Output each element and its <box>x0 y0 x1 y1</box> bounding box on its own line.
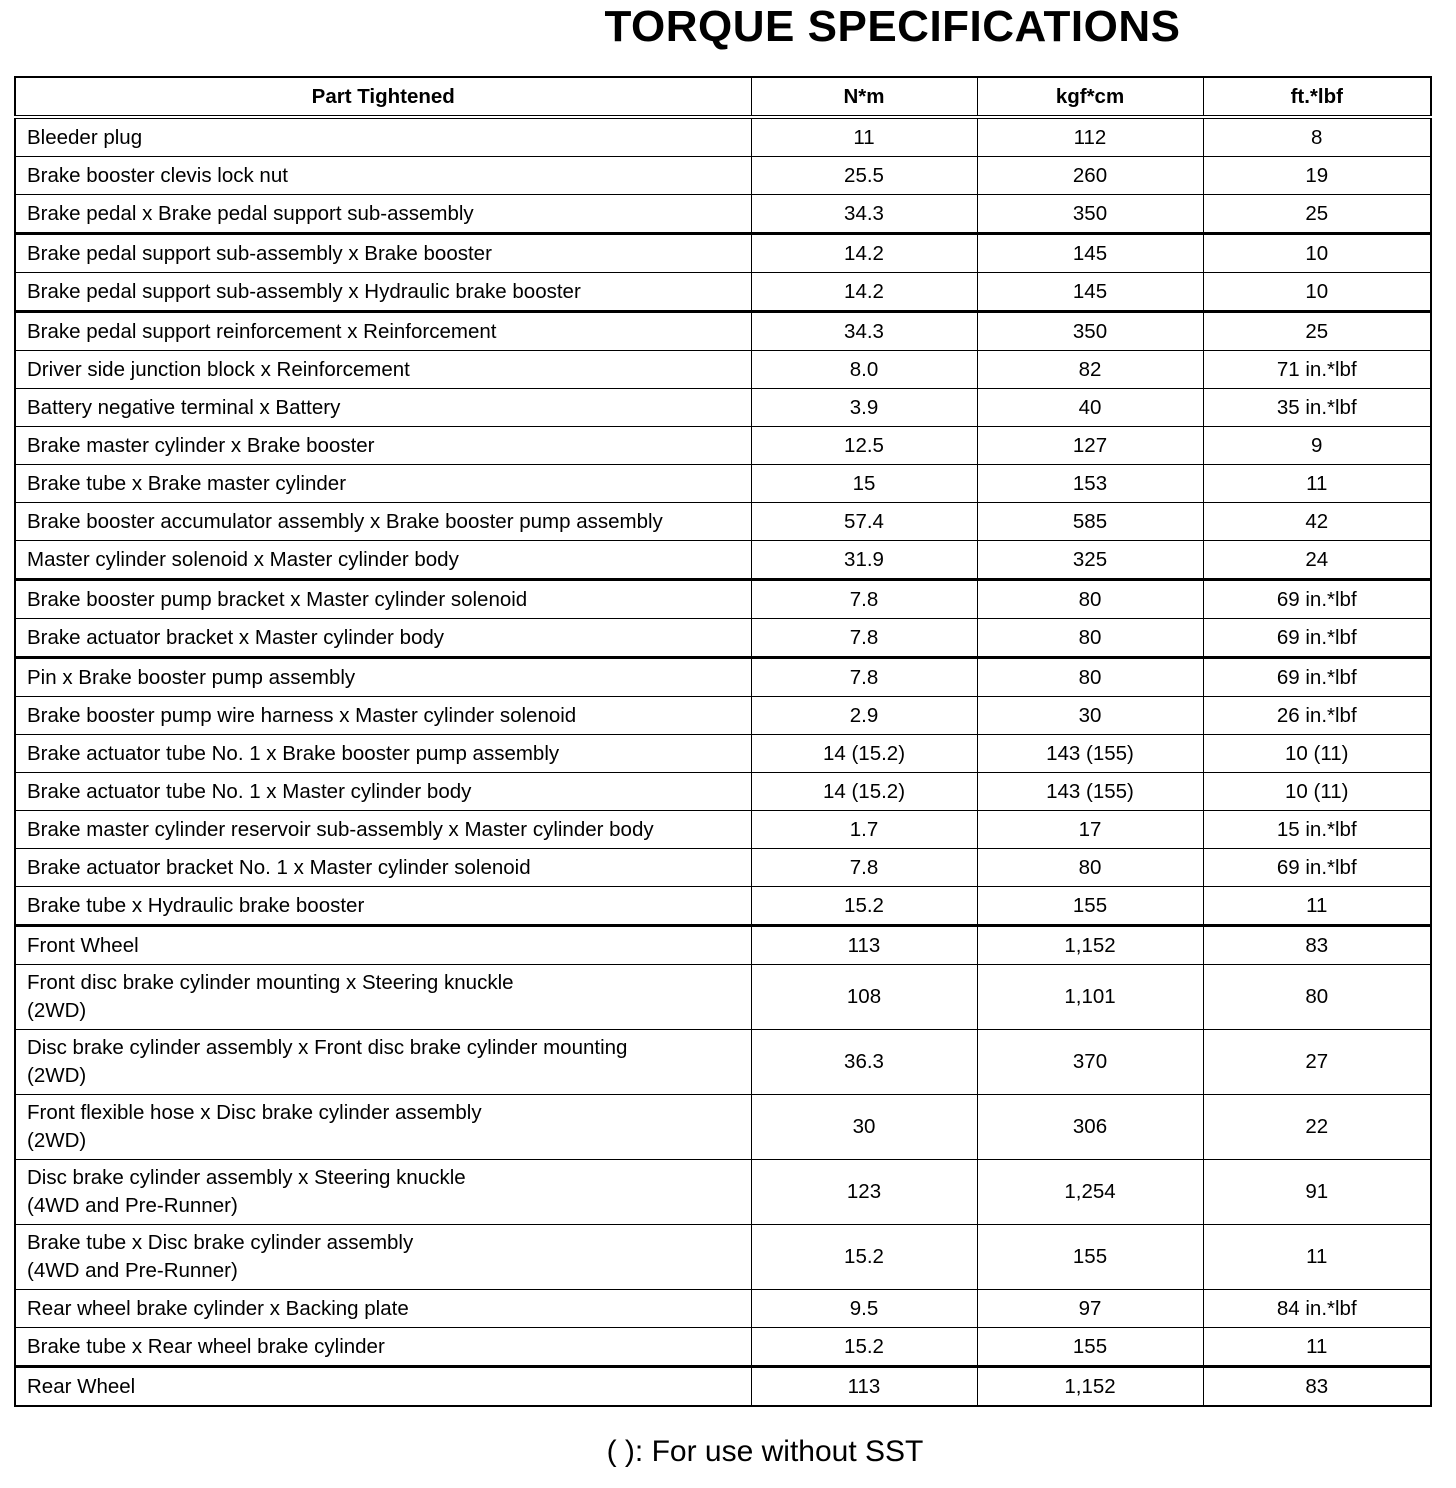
table-row <box>15 1290 1431 1328</box>
table-row <box>15 1367 1431 1407</box>
cell-nm: 15.2 <box>751 1328 977 1367</box>
cell-part-tightened <box>15 1290 751 1328</box>
table-body <box>15 117 1431 1406</box>
table-row <box>15 887 1431 926</box>
cell-ftlbf: 11 <box>1203 887 1431 926</box>
cell-nm: 7.8 <box>751 658 977 697</box>
part-name: Brake tube x Hydraulic brake booster <box>27 893 365 917</box>
cell-part-tightened <box>15 117 751 157</box>
cell-ftlbf: 27 <box>1203 1030 1431 1095</box>
cell-ftlbf: 83 <box>1203 1367 1431 1407</box>
cell-ftlbf: 24 <box>1203 541 1431 580</box>
cell-part-tightened <box>15 234 751 273</box>
cell-part-tightened <box>15 619 751 658</box>
cell-part-tightened <box>15 773 751 811</box>
cell-kgfcm: 153 <box>977 465 1203 503</box>
cell-part-tightened <box>15 811 751 849</box>
part-name: Front disc brake cylinder mounting x Steering knuckle <box>27 971 514 994</box>
cell-ftlbf: 19 <box>1203 157 1431 195</box>
cell-kgfcm: 97 <box>977 1290 1203 1328</box>
torque-spec-table <box>14 76 1432 1407</box>
cell-nm: 57.4 <box>751 503 977 541</box>
table-row <box>15 427 1431 465</box>
cell-part-tightened <box>15 541 751 580</box>
cell-kgfcm: 143 (155) <box>977 773 1203 811</box>
cell-part-tightened <box>15 273 751 312</box>
cell-kgfcm: 82 <box>977 351 1203 389</box>
part-name: Brake booster pump wire harness x Master cylinder solenoid <box>27 703 577 727</box>
part-qualifier: (2WD) <box>27 1064 87 1087</box>
cell-kgfcm: 260 <box>977 157 1203 195</box>
cell-kgfcm: 80 <box>977 580 1203 619</box>
table-row <box>15 389 1431 427</box>
part-name: Battery negative terminal x Battery <box>27 395 341 419</box>
part-name: Brake pedal x Brake pedal support sub-assembly <box>27 201 474 225</box>
cell-nm: 123 <box>751 1160 977 1225</box>
cell-ftlbf: 80 <box>1203 965 1431 1030</box>
part-name: Driver side junction block x Reinforcement <box>27 357 410 381</box>
cell-ftlbf: 10 <box>1203 273 1431 312</box>
header-row <box>15 77 1431 117</box>
cell-kgfcm: 155 <box>977 1225 1203 1290</box>
cell-nm: 7.8 <box>751 849 977 887</box>
cell-nm: 12.5 <box>751 427 977 465</box>
part-name: Master cylinder solenoid x Master cylinder body <box>27 547 459 571</box>
cell-ftlbf: 69 in.*lbf <box>1203 580 1431 619</box>
header-nm: N*m <box>751 77 977 117</box>
table-row <box>15 351 1431 389</box>
table-row <box>15 697 1431 735</box>
cell-nm: 2.9 <box>751 697 977 735</box>
cell-ftlbf: 25 <box>1203 312 1431 351</box>
cell-kgfcm: 143 (155) <box>977 735 1203 773</box>
cell-kgfcm: 1,101 <box>977 965 1203 1030</box>
cell-nm: 7.8 <box>751 580 977 619</box>
cell-part-tightened <box>15 1030 751 1095</box>
cell-ftlbf: 10 (11) <box>1203 773 1431 811</box>
cell-ftlbf: 84 in.*lbf <box>1203 1290 1431 1328</box>
cell-part-tightened <box>15 887 751 926</box>
part-name: Brake master cylinder reservoir sub-assembly x Master cylinder body <box>27 817 654 841</box>
cell-nm: 14 (15.2) <box>751 773 977 811</box>
table-row <box>15 849 1431 887</box>
cell-part-tightened <box>15 427 751 465</box>
cell-part-tightened <box>15 658 751 697</box>
cell-nm: 30 <box>751 1095 977 1160</box>
cell-nm: 15 <box>751 465 977 503</box>
part-name: Disc brake cylinder assembly x Steering knuckle <box>27 1166 466 1189</box>
cell-ftlbf: 8 <box>1203 117 1431 157</box>
table-row <box>15 965 1431 1030</box>
cell-part-tightened <box>15 735 751 773</box>
table-row <box>15 926 1431 965</box>
cell-nm: 113 <box>751 1367 977 1407</box>
cell-kgfcm: 17 <box>977 811 1203 849</box>
part-qualifier: (4WD and Pre-Runner) <box>27 1259 238 1282</box>
cell-nm: 9.5 <box>751 1290 977 1328</box>
cell-kgfcm: 145 <box>977 273 1203 312</box>
cell-kgfcm: 155 <box>977 1328 1203 1367</box>
part-qualifier: (2WD) <box>27 1129 87 1152</box>
cell-part-tightened <box>15 465 751 503</box>
cell-ftlbf: 22 <box>1203 1095 1431 1160</box>
cell-kgfcm: 306 <box>977 1095 1203 1160</box>
cell-nm: 14.2 <box>751 273 977 312</box>
cell-nm: 8.0 <box>751 351 977 389</box>
part-name: Brake pedal support reinforcement x Reinforcement <box>27 319 497 343</box>
part-name: Brake booster clevis lock nut <box>27 163 288 187</box>
part-name: Brake booster accumulator assembly x Brake booster pump assembly <box>27 509 663 533</box>
cell-nm: 11 <box>751 117 977 157</box>
cell-nm: 113 <box>751 926 977 965</box>
part-name: Brake booster pump bracket x Master cylinder solenoid <box>27 587 528 611</box>
cell-ftlbf: 69 in.*lbf <box>1203 619 1431 658</box>
cell-kgfcm: 155 <box>977 887 1203 926</box>
table-row <box>15 1225 1431 1290</box>
cell-nm: 1.7 <box>751 811 977 849</box>
cell-ftlbf: 10 <box>1203 234 1431 273</box>
cell-nm: 31.9 <box>751 541 977 580</box>
cell-nm: 34.3 <box>751 195 977 234</box>
cell-kgfcm: 80 <box>977 619 1203 658</box>
cell-part-tightened <box>15 195 751 234</box>
cell-part-tightened <box>15 849 751 887</box>
page-title: TORQUE SPECIFICATIONS <box>604 2 1181 51</box>
cell-part-tightened <box>15 697 751 735</box>
part-name: Front Wheel <box>27 933 139 957</box>
part-name: Front flexible hose x Disc brake cylinder assembly <box>27 1101 482 1124</box>
cell-nm: 14 (15.2) <box>751 735 977 773</box>
cell-nm: 14.2 <box>751 234 977 273</box>
cell-ftlbf: 69 in.*lbf <box>1203 658 1431 697</box>
table-row <box>15 580 1431 619</box>
part-name: Brake pedal support sub-assembly x Brake booster <box>27 241 492 265</box>
cell-part-tightened <box>15 1367 751 1407</box>
cell-part-tightened <box>15 1328 751 1367</box>
table-row <box>15 619 1431 658</box>
cell-part-tightened <box>15 157 751 195</box>
cell-nm: 108 <box>751 965 977 1030</box>
table-row <box>15 465 1431 503</box>
cell-nm: 15.2 <box>751 887 977 926</box>
cell-part-tightened <box>15 503 751 541</box>
cell-part-tightened <box>15 926 751 965</box>
cell-part-tightened <box>15 580 751 619</box>
part-name: Brake tube x Rear wheel brake cylinder <box>27 1334 385 1358</box>
part-name: Pin x Brake booster pump assembly <box>27 665 356 689</box>
table-row <box>15 273 1431 312</box>
part-name: Brake tube x Brake master cylinder <box>27 471 347 495</box>
table-row <box>15 1030 1431 1095</box>
table-row <box>15 1160 1431 1225</box>
table-row <box>15 773 1431 811</box>
part-qualifier: (2WD) <box>27 999 87 1022</box>
cell-ftlbf: 26 in.*lbf <box>1203 697 1431 735</box>
cell-part-tightened <box>15 1225 751 1290</box>
cell-nm: 3.9 <box>751 389 977 427</box>
cell-ftlbf: 83 <box>1203 926 1431 965</box>
cell-kgfcm: 350 <box>977 195 1203 234</box>
footnote: ( ): For use without SST <box>606 1435 924 1468</box>
cell-kgfcm: 1,152 <box>977 926 1203 965</box>
table-row <box>15 503 1431 541</box>
cell-kgfcm: 30 <box>977 697 1203 735</box>
part-qualifier: (4WD and Pre-Runner) <box>27 1194 238 1217</box>
part-name: Brake actuator tube No. 1 x Master cylinder body <box>27 779 472 803</box>
cell-ftlbf: 25 <box>1203 195 1431 234</box>
header-part-tightened: Part Tightened <box>15 77 751 117</box>
cell-nm: 36.3 <box>751 1030 977 1095</box>
header-ftlbf: ft.*lbf <box>1203 77 1431 117</box>
cell-ftlbf: 11 <box>1203 1225 1431 1290</box>
cell-part-tightened <box>15 389 751 427</box>
cell-kgfcm: 40 <box>977 389 1203 427</box>
cell-nm: 25.5 <box>751 157 977 195</box>
table-row <box>15 735 1431 773</box>
table-row <box>15 157 1431 195</box>
cell-kgfcm: 145 <box>977 234 1203 273</box>
part-name: Brake actuator bracket x Master cylinder body <box>27 625 445 649</box>
table-row <box>15 541 1431 580</box>
cell-kgfcm: 585 <box>977 503 1203 541</box>
table-row <box>15 312 1431 351</box>
cell-nm: 7.8 <box>751 619 977 658</box>
cell-kgfcm: 370 <box>977 1030 1203 1095</box>
cell-kgfcm: 112 <box>977 117 1203 157</box>
cell-ftlbf: 42 <box>1203 503 1431 541</box>
part-name: Rear Wheel <box>27 1374 136 1398</box>
cell-ftlbf: 91 <box>1203 1160 1431 1225</box>
cell-part-tightened <box>15 1095 751 1160</box>
part-name: Brake actuator bracket No. 1 x Master cylinder solenoid <box>27 855 531 879</box>
table-row <box>15 117 1431 157</box>
cell-ftlbf: 69 in.*lbf <box>1203 849 1431 887</box>
cell-ftlbf: 10 (11) <box>1203 735 1431 773</box>
table-row <box>15 234 1431 273</box>
table-row <box>15 1328 1431 1367</box>
cell-ftlbf: 9 <box>1203 427 1431 465</box>
cell-ftlbf: 71 in.*lbf <box>1203 351 1431 389</box>
header-kgfcm: kgf*cm <box>977 77 1203 117</box>
part-name: Bleeder plug <box>27 125 143 149</box>
table-row <box>15 195 1431 234</box>
cell-ftlbf: 11 <box>1203 465 1431 503</box>
part-name: Disc brake cylinder assembly x Front disc brake cylinder mounting <box>27 1036 628 1059</box>
cell-kgfcm: 1,152 <box>977 1367 1203 1407</box>
cell-nm: 34.3 <box>751 312 977 351</box>
table-row <box>15 658 1431 697</box>
part-name: Brake tube x Disc brake cylinder assembly <box>27 1231 414 1254</box>
cell-part-tightened <box>15 965 751 1030</box>
cell-ftlbf: 11 <box>1203 1328 1431 1367</box>
cell-kgfcm: 127 <box>977 427 1203 465</box>
cell-part-tightened <box>15 312 751 351</box>
cell-ftlbf: 35 in.*lbf <box>1203 389 1431 427</box>
part-name: Brake pedal support sub-assembly x Hydraulic brake booster <box>27 279 581 303</box>
cell-kgfcm: 325 <box>977 541 1203 580</box>
cell-nm: 15.2 <box>751 1225 977 1290</box>
cell-kgfcm: 80 <box>977 658 1203 697</box>
part-name: Brake master cylinder x Brake booster <box>27 433 375 457</box>
table-row <box>15 1095 1431 1160</box>
part-name: Rear wheel brake cylinder x Backing plate <box>27 1296 409 1320</box>
cell-kgfcm: 80 <box>977 849 1203 887</box>
cell-ftlbf: 15 in.*lbf <box>1203 811 1431 849</box>
cell-part-tightened <box>15 351 751 389</box>
part-name: Brake actuator tube No. 1 x Brake booster pump assembly <box>27 741 560 765</box>
cell-part-tightened <box>15 1160 751 1225</box>
cell-kgfcm: 1,254 <box>977 1160 1203 1225</box>
table-row <box>15 811 1431 849</box>
cell-kgfcm: 350 <box>977 312 1203 351</box>
